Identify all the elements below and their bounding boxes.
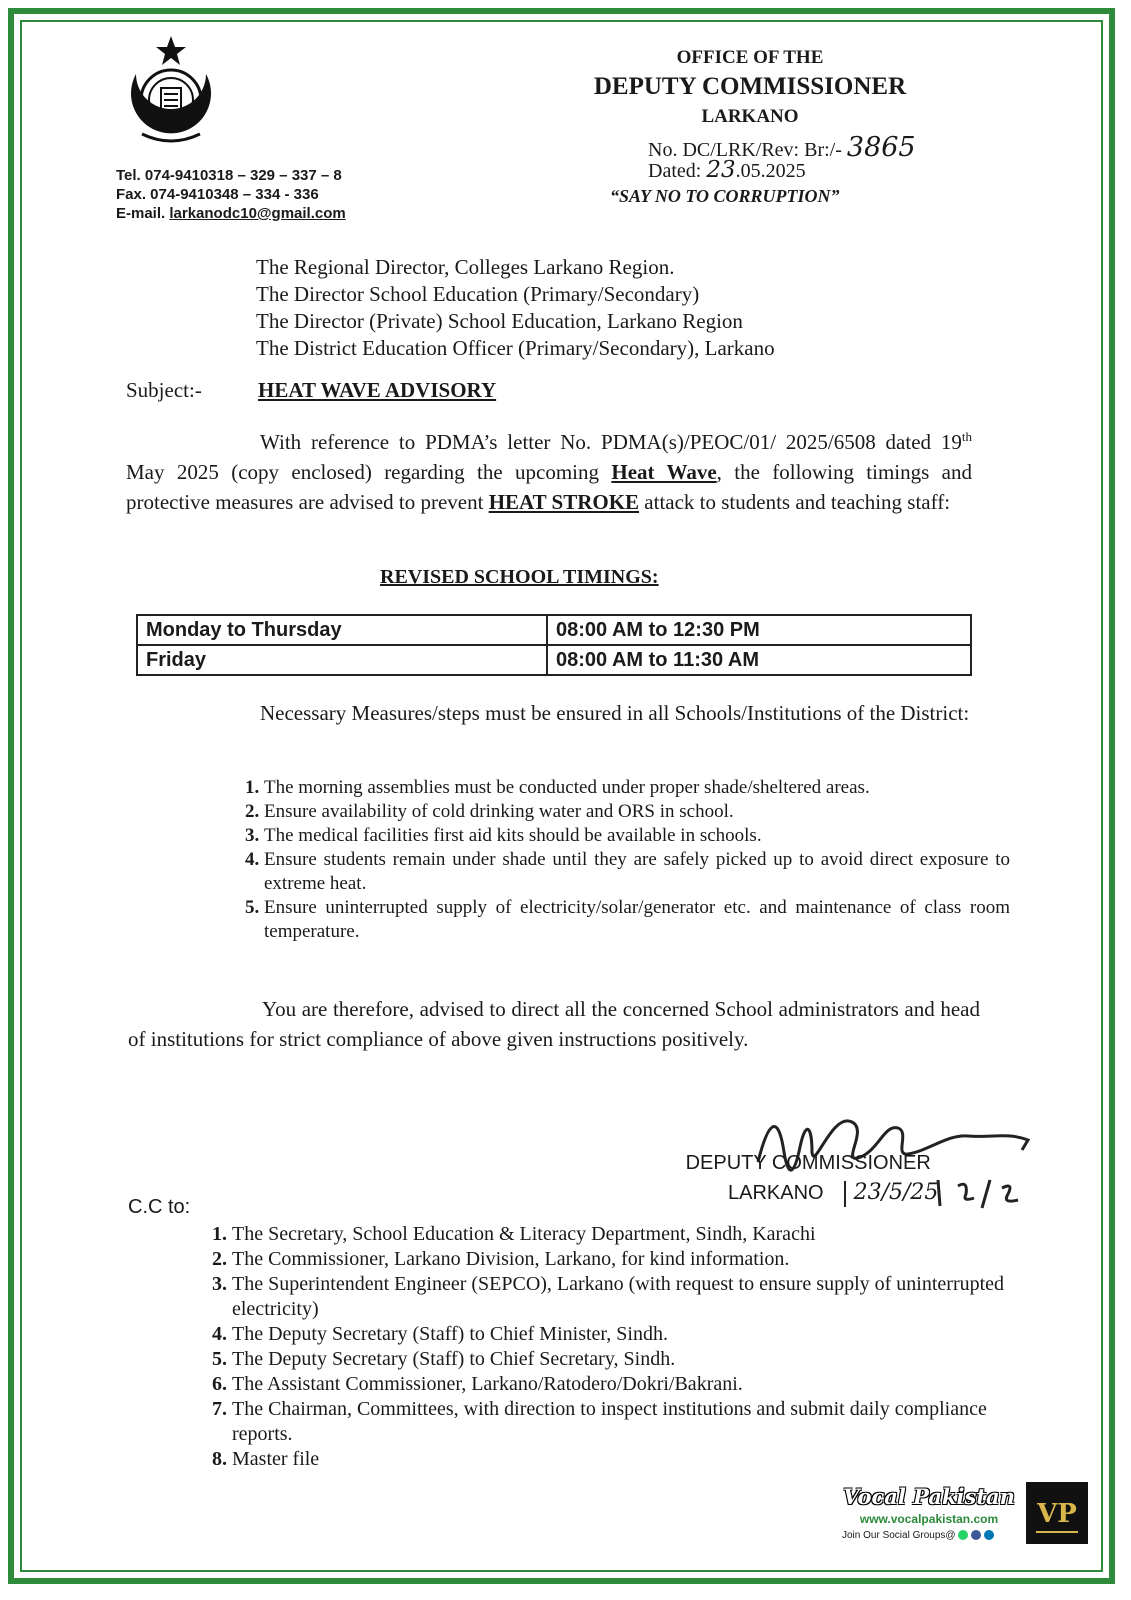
svg-text:VP: VP	[1037, 1499, 1077, 1529]
telephone: Tel. 074-9410318 – 329 – 337 – 8	[116, 167, 342, 184]
cc-label: C.C to:	[128, 1196, 191, 1218]
measure-text: The medical facilities first aid kits should be available in schools.	[264, 825, 762, 846]
cc-text: The Commissioner, Larkano Division, Larkano, for kind information.	[232, 1248, 790, 1270]
measure-text: Ensure availability of cold drinking water and ORS in school.	[264, 801, 734, 822]
timing-days: Monday to Thursday	[137, 615, 547, 645]
watermark-join	[842, 1530, 994, 1541]
linkedin-icon[interactable]	[984, 1530, 994, 1540]
addressee: The Director School Education (Primary/Secondary)	[256, 282, 700, 306]
list-item	[232, 1322, 1024, 1347]
measures-intro-text: Necessary Measures/steps must be ensured in all Schools/Institutions of the District:	[260, 701, 970, 725]
cc-text: The Deputy Secretary (Staff) to Chief Minister, Sindh.	[232, 1323, 668, 1345]
intro-text-2: May 2025 (copy enclosed) regarding the upcoming	[126, 460, 612, 484]
addressee: The Director (Private) School Education, Larkano Region	[256, 309, 743, 333]
office-line-2: DEPUTY COMMISSIONER	[593, 73, 907, 100]
cc-text: The Secretary, School Education & Literacy Department, Sindh, Karachi	[232, 1223, 816, 1245]
addressee: The District Education Officer (Primary/Secondary), Larkano	[256, 336, 775, 360]
table-row	[137, 645, 971, 675]
list-item	[264, 848, 1010, 896]
cc-text: The Deputy Secretary (Staff) to Chief Secretary, Sindh.	[232, 1348, 676, 1370]
handwritten-signing-date: 23/5/25	[853, 1180, 939, 1205]
heat-stroke-emphasis: HEAT STROKE	[488, 490, 640, 514]
fax: Fax. 074-9410348 – 334 - 336	[116, 186, 319, 203]
measures-list	[230, 776, 1010, 944]
intro-sup: th	[961, 429, 972, 444]
office-line-1: OFFICE OF THE	[676, 47, 824, 68]
subject-line	[126, 378, 497, 403]
timing-hours: 08:00 AM to 11:30 AM	[547, 645, 971, 675]
timings-title: REVISED SCHOOL TIMINGS:	[380, 566, 659, 588]
table-row	[137, 615, 971, 645]
cc-list	[196, 1222, 1024, 1472]
dated-rest: .05.2025	[735, 160, 806, 182]
measure-text: Ensure students remain under shade until they are safely picked up to avoid direct exposure to extreme heat.	[264, 849, 1010, 894]
subject-label: Subject:-	[126, 378, 202, 402]
addressee-list	[256, 254, 775, 362]
email-label: E-mail.	[116, 205, 166, 222]
signatory-place	[678, 1178, 938, 1208]
reference-label: No. DC/LRK/Rev: Br:/-	[648, 139, 842, 161]
cc-text: Master file	[232, 1448, 320, 1470]
office-header	[540, 46, 960, 130]
cc-text: The Superintendent Engineer (SEPCO), Larkano (with request to ensure supply of uninterrupted electricity)	[232, 1273, 1005, 1320]
signatory-designation: DEPUTY COMMISSIONER	[685, 1152, 931, 1174]
addressee: The Regional Director, Colleges Larkano Region.	[256, 255, 675, 279]
list-item	[264, 896, 1010, 944]
intro-text-4: attack to students and teaching staff:	[639, 490, 951, 514]
timings-table	[136, 614, 972, 676]
intro-text-1: With reference to PDMA’s letter No. PDMA(s)/PEOC/01/ 2025/6508 dated 19	[260, 430, 962, 454]
email-link[interactable]: larkanodc10@gmail.com	[169, 205, 346, 222]
signatory-block	[678, 1148, 938, 1208]
list-item	[264, 800, 1010, 824]
timing-days: Friday	[137, 645, 547, 675]
facebook-icon[interactable]	[971, 1530, 981, 1540]
handwritten-reference: 3865	[846, 132, 916, 163]
intro-text-3: , the following timings and protective measures are advised to prevent	[126, 460, 972, 514]
watermark-url[interactable]: www.vocalpakistan.com	[859, 1512, 999, 1526]
watermark-brand: Vocal Pakistan	[843, 1484, 1015, 1509]
list-item	[232, 1272, 1024, 1322]
email-line	[116, 204, 346, 223]
sindh-government-emblem-icon	[118, 34, 224, 156]
list-item	[232, 1347, 1024, 1372]
watermark-join-text: Join Our Social Groups@	[842, 1530, 956, 1541]
vocal-pakistan-watermark	[836, 1482, 1090, 1552]
cc-text: The Assistant Commissioner, Larkano/Ratodero/Dokri/Bakrani.	[232, 1373, 743, 1395]
whatsapp-icon[interactable]	[958, 1530, 968, 1540]
handwritten-day: 23	[706, 157, 736, 183]
closing-text: You are therefore, advised to direct all the concerned School administrators and head of institutions for strict compliance of above given instructions positively.	[128, 997, 980, 1051]
list-item	[232, 1372, 1024, 1397]
list-item	[264, 776, 1010, 800]
reference-block	[648, 134, 916, 185]
list-item	[232, 1247, 1024, 1272]
list-item	[232, 1222, 1024, 1247]
office-line-3: LARKANO	[701, 106, 799, 127]
subject-title: HEAT WAVE ADVISORY	[258, 378, 497, 402]
cc-text: The Chairman, Committees, with direction to inspect institutions and submit daily compliance reports.	[232, 1398, 987, 1445]
contact-block	[116, 166, 346, 223]
measures-intro	[128, 698, 974, 728]
measure-text: The morning assemblies must be conducted under proper shade/sheltered areas.	[264, 777, 870, 798]
slogan: “SAY NO TO CORRUPTION”	[610, 186, 840, 206]
intro-paragraph	[126, 422, 972, 517]
measure-text: Ensure uninterrupted supply of electricity/solar/generator etc. and maintenance of class room temperature.	[264, 897, 1010, 942]
list-item	[232, 1447, 1024, 1472]
timing-hours: 08:00 AM to 12:30 PM	[547, 615, 971, 645]
dated-label: Dated:	[648, 160, 702, 182]
list-item	[232, 1397, 1024, 1447]
list-item	[264, 824, 1010, 848]
vocal-pakistan-logo-icon	[1026, 1482, 1088, 1544]
heat-wave-emphasis: Heat Wave	[611, 460, 717, 484]
signatory-place-text: LARKANO	[728, 1182, 824, 1204]
closing-paragraph	[128, 994, 980, 1054]
